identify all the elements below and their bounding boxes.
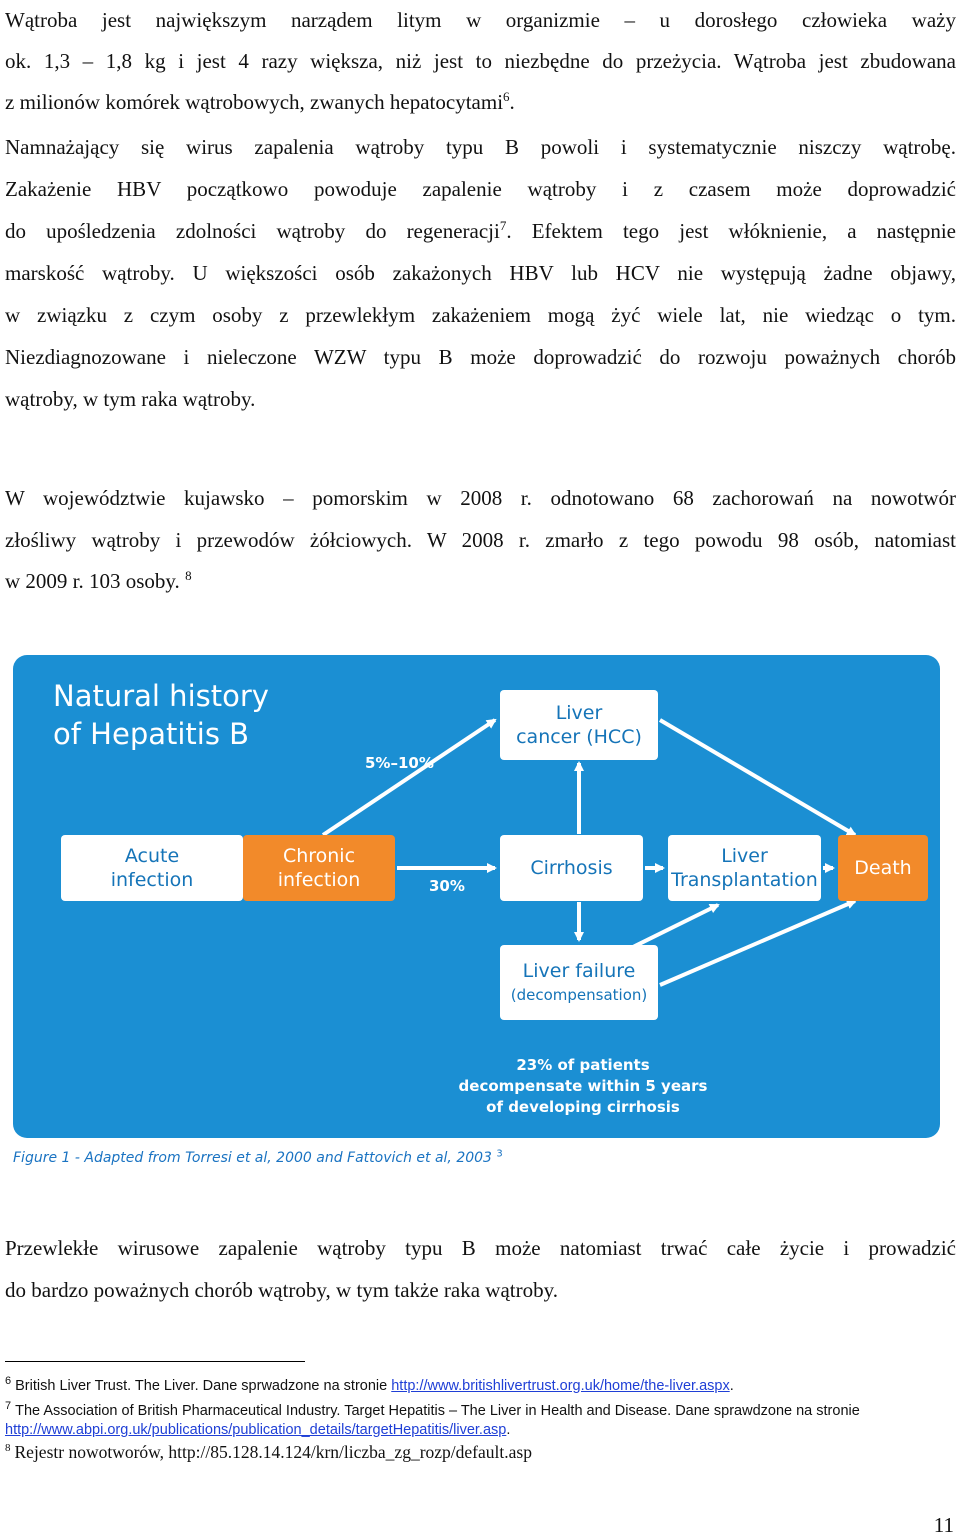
footnote-number: 8 [5,1442,11,1455]
box-label: Liver [555,702,603,724]
cirrhosis-box [500,835,643,901]
text-line: Niezdiagnozowane i nieleczone WZW typu B może doprowadzić do rozwoju poważnych chorób [5,345,956,369]
box-label: Acute [124,845,180,867]
liver-failure-box [500,945,658,1020]
footnote-number: 7 [5,1400,12,1413]
footnote-text: British Liver Trust. The Liver. Dane sprwadzone na stronie [15,1378,392,1394]
paragraph-liver-intro [5,0,956,123]
text-line: w związku z czym osoby z przewlekłym zakażeniem mogą żyć wiele lat, nie wiedząc o tym. [5,303,956,327]
diagram-title [53,677,269,753]
liver-cancer-box [500,690,658,760]
percent-to-cancer: 5%–10% [365,754,434,772]
caption-text: Figure 1 - Adapted from Torresi et al, 2000 and Fattovich et al, 2003 [13,1150,492,1166]
percent-to-cirrhosis: 30% [429,877,465,895]
box-label: infection [277,869,361,891]
footnote-text: Rejestr nowotworów, http://85.128.14.124/krn/liczba_zg_rozp/default.asp [14,1442,532,1462]
box-sublabel: (decompensation) [510,985,648,1004]
box-label: Liver [721,845,768,867]
text-line: ok. 1,3 – 1,8 kg i jest 4 razy większa, niż jest to niezbędne do przeżycia. Wątroba jest zbudowana [5,49,956,73]
arrow-failure-to-death [660,901,855,985]
text-line: Przewlekłe wirusowe zapalenie wątroby typu B może natomiast trwać całe życie i prowadzić [5,1236,956,1260]
text-line [5,210,956,252]
page-number: 11 [933,1513,954,1537]
arrow-failure-to-transplant [633,905,718,947]
figure-caption [13,1150,503,1166]
note-line: of developing cirrhosis [486,1098,680,1116]
footnote-number: 6 [5,1375,12,1388]
note-line: decompensate within 5 years [458,1077,708,1095]
footnote-separator [5,1361,305,1362]
box-label: Chronic [282,845,356,867]
title-line: Natural history [53,679,269,713]
footnote-6 [5,1377,955,1396]
title-line: of Hepatitis B [53,717,250,751]
hepatitis-b-diagram [13,655,940,1138]
footnote-ref[interactable]: 8 [185,568,192,583]
acute-infection-box [61,835,243,901]
text-line: Namnażający się wirus zapalenia wątroby typu B powoli i systematycznie niszczy wątrobę. [5,135,956,159]
text-line: W województwie kujawsko – pomorskim w 2008 r. odnotowano 68 zachorowań na nowotwór [5,486,956,510]
text-fragment: . [509,90,515,114]
footnote-ref[interactable]: 7 [499,218,507,233]
liver-transplantation-box [668,835,821,901]
paragraph-statistics [5,478,956,603]
decompensation-note [443,1055,723,1118]
footnote-end: . [506,1422,511,1438]
box-label: infection [110,869,194,891]
chronic-infection-box [243,835,395,901]
box-label: Transplantation [671,869,818,891]
text-line [5,561,956,603]
text-fragment: . Efektem tego jest włóknienie, a następnie [506,219,956,243]
death-box [838,835,928,901]
arrow-cancer-to-death [660,720,855,835]
box-label: Liver failure [522,959,636,982]
footnote-link[interactable]: http://www.abpi.org.uk/publications/publication_details/targetHepatitis/liver.asp [5,1422,507,1438]
arrow-chronic-to-cancer [323,720,495,835]
text-fragment: z milionów komórek wątrobowych, zwanych hepatocytami [5,90,504,114]
paragraph-chronic-hbv [5,1228,956,1311]
paragraph-hbv [5,126,956,420]
text-line: wątroby, w tym raka wątroby. [5,387,256,411]
box-label: Death [854,857,912,879]
text-line: do bardzo poważnych chorób wątroby, w tym także raka wątroby. [5,1277,558,1302]
footnote-end: . [729,1378,734,1394]
text-fragment: w 2009 r. 103 osoby. [5,569,180,593]
box-label: cancer (HCC) [516,726,642,748]
footnote-7 [5,1402,955,1440]
text-line: Zakażenie HBV początkowo powoduje zapalenie wątroby i z czasem może doprowadzić [5,177,956,201]
footnote-text: The Association of British Pharmaceutical Industry. Target Hepatitis – The Liver in Health and Disease. Dane sprawdzone na stronie [15,1403,860,1419]
caption-ref: 3 [496,1148,503,1160]
note-line: 23% of patients [516,1056,650,1074]
footnote-ref[interactable]: 6 [503,89,510,104]
text-line: marskość wątroby. U większości osób zakażonych HBV lub HCV nie występują żadne objawy, [5,261,956,285]
text-line: złośliwy wątroby i przewodów żółciowych. W 2008 r. zmarło z tego powodu 98 osób, natomiast [5,527,956,552]
text-line [5,82,956,123]
text-line: Wątroba jest największym narządem litym w organizmie – u dorosłego człowieka waży [5,8,956,32]
footnote-link[interactable]: http://www.britishlivertrust.org.uk/home/the-liver.aspx [391,1378,730,1394]
footnote-8 [5,1443,955,1462]
box-label: Cirrhosis [530,857,613,879]
text-fragment: do upośledzenia zdolności wątroby do regeneracji [5,219,500,243]
